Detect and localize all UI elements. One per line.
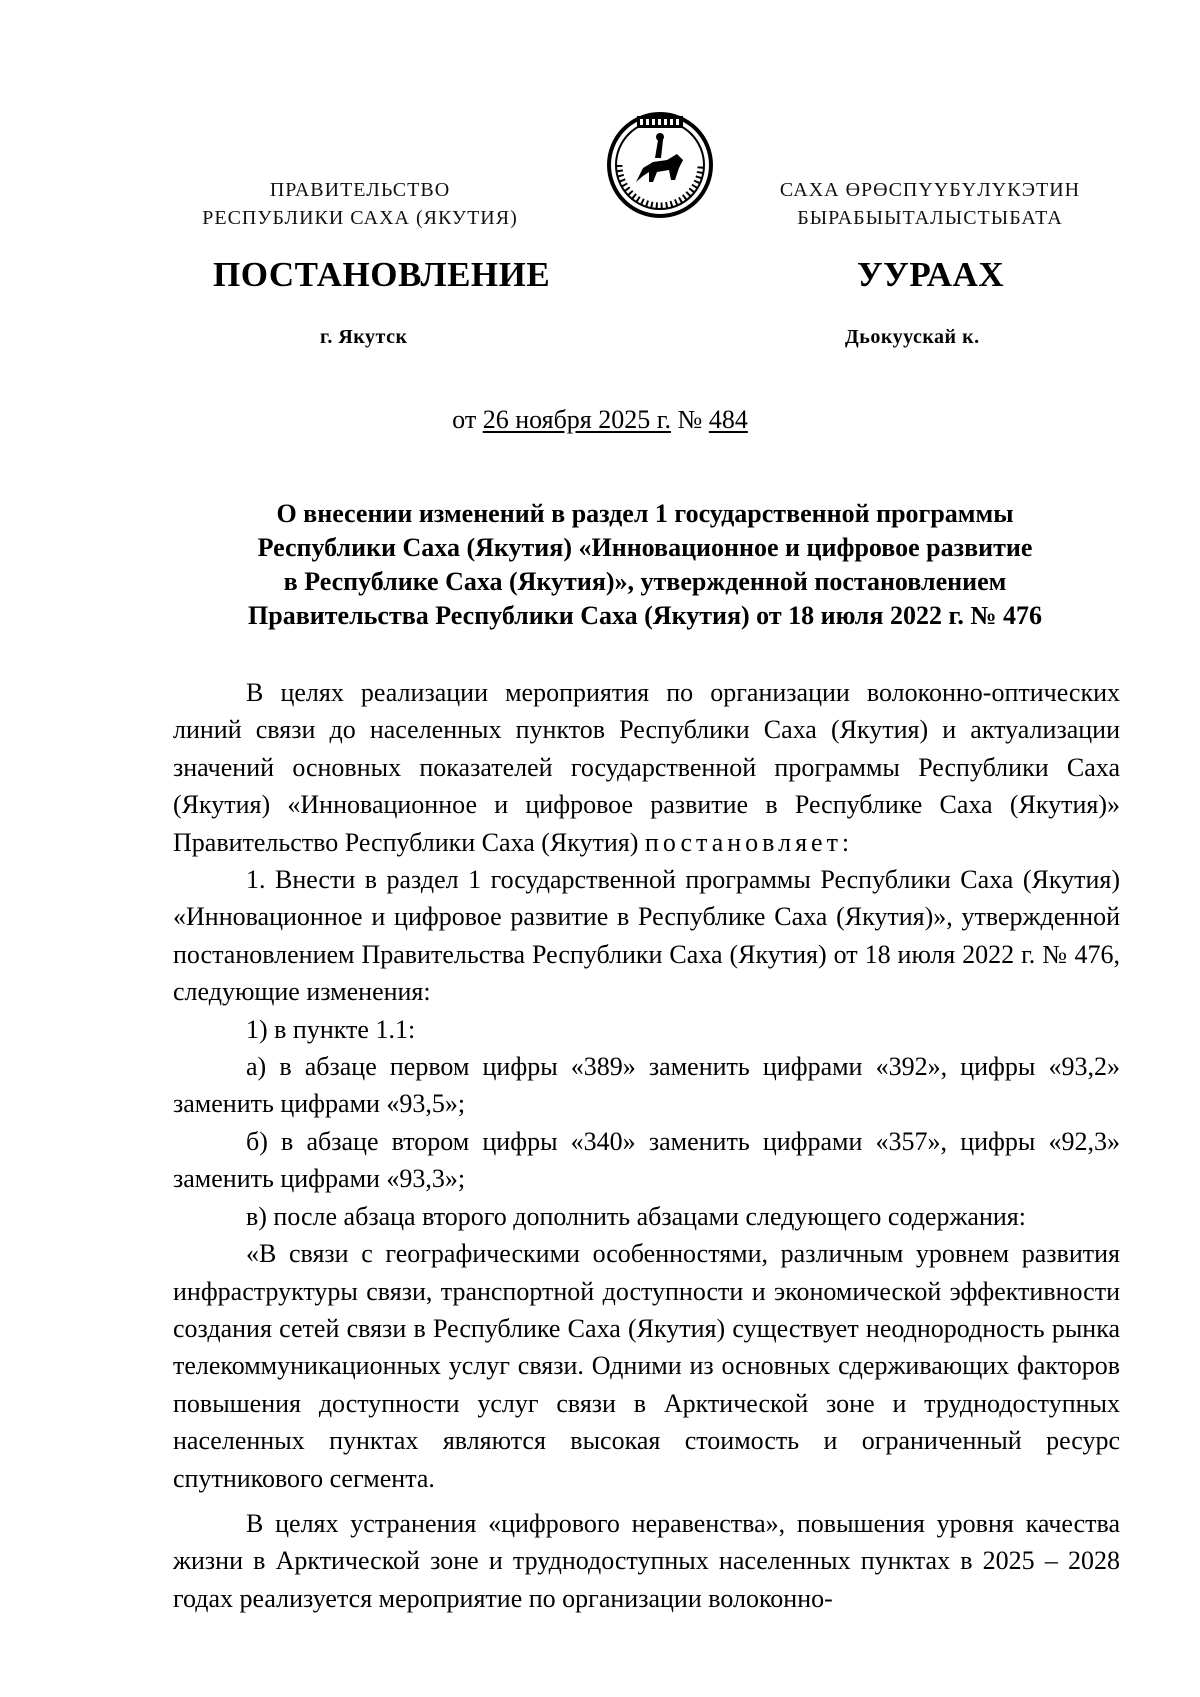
body-paragraph-6: в) после абзаца второго дополнить абзацами следующего содержания:	[246, 1201, 1026, 1231]
document-body	[173, 674, 1120, 1617]
title-line-4: Правительства Республики Саха (Якутия) от 18 июля 2022 г. № 476	[248, 601, 1042, 630]
issuer-sah	[720, 176, 1140, 232]
issuer-sah-line1: САХА ӨРӨСПҮҮБҮЛҮКЭТИН	[779, 179, 1081, 201]
issuer-ru	[150, 176, 570, 232]
title-line-3: в Республике Саха (Якутия)», утвержденной постановлением	[283, 567, 1007, 596]
body-paragraph-1	[173, 674, 1120, 861]
city-ru: г. Якутск	[320, 326, 408, 348]
body-paragraph-5: б) в абзаце втором цифры «340» заменить цифрами «357», цифры «92,3» заменить цифрами «93,3»;	[173, 1126, 1120, 1194]
body-paragraph-2: 1. Внести в раздел 1 государственной программы Республики Саха (Якутия) «Инновационное и цифровое развитие в Республике Саха (Якутия)», утвержденной постановлением Правительства Республики Саха (Якутия) от 18 июля 2022 г. № 476, следующие изменения:	[173, 865, 1120, 1007]
doc-type-sah: УУРААХ	[857, 255, 1005, 294]
paragraph-1-text: В целях реализации мероприятия по организации волоконно-оптических линий связи до населенных пунктов Республики Саха (Якутия) и актуализации значений основных показателей государственной программы Республики Саха (Якутия) «Инновационное и цифровое развитие в Республике Саха (Якутия)» Правительство Республики Саха (Якутия)	[173, 678, 1120, 857]
date-line	[0, 405, 1200, 435]
date-prefix: от	[452, 405, 477, 434]
doc-type-ru: ПОСТАНОВЛЕНИЕ	[213, 255, 551, 294]
issuer-ru-line2: РЕСПУБЛИКИ САХА (ЯКУТИЯ)	[202, 207, 518, 229]
document-title	[170, 497, 1120, 633]
resolves-word: постановляет:	[644, 827, 854, 857]
title-line-2: Республики Саха (Якутия) «Инновационное и цифровое развитие	[257, 533, 1033, 562]
document-number: 484	[708, 405, 748, 434]
number-sign: №	[677, 405, 703, 434]
coat-of-arms-icon	[605, 110, 715, 220]
issuer-sah-line2: БЫРАБЫЫТАЛЫСТЫБАТА	[797, 207, 1063, 229]
body-paragraph-4: а) в абзаце первом цифры «389» заменить цифрами «392», цифры «93,2» заменить цифрами «93,5»;	[173, 1052, 1120, 1119]
title-line-1: О внесении изменений в раздел 1 государственной программы	[276, 499, 1014, 528]
issuer-ru-line1: ПРАВИТЕЛЬСТВО	[269, 179, 451, 201]
document-date: 26 ноября 2025 г.	[482, 405, 671, 434]
body-paragraph-7: «В связи с географическими особенностями, различным уровнем развития инфраструктуры связи, транспортной доступности и экономической эффективности создания сетей связи в Республике Саха (Якутия) существует неоднородность рынка телекоммуникационных услуг связи. Одними из основных сдерживающих факторов повышения доступности услуг связи в Арктической зоне и труднодоступных населенных пунктах являются высокая стоимость и ограниченный ресурс спутникового сегмента.	[173, 1239, 1120, 1493]
body-paragraph-8: В целях устранения «цифрового неравенства», повышения уровня качества жизни в Арктической зоне и труднодоступных населенных пунктах в 2025 – 2028 годах реализуется мероприятие по организации волоконно-	[173, 1508, 1120, 1613]
body-paragraph-3: 1) в пункте 1.1:	[246, 1014, 416, 1044]
city-sah: Дьокуускай к.	[845, 326, 980, 348]
